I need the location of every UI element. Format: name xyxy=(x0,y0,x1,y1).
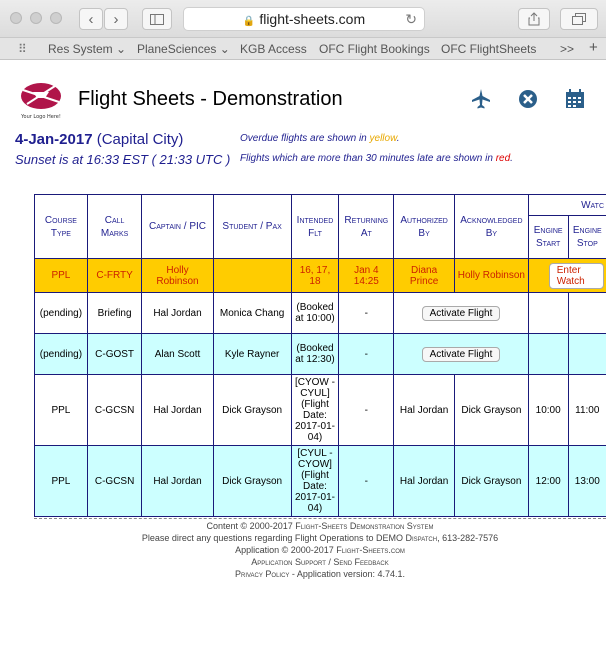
svg-text:Your Logo Here!: Your Logo Here! xyxy=(21,114,61,120)
cell-course: (pending) xyxy=(35,334,88,375)
cell-call: C-GCSN xyxy=(87,446,142,517)
cell-returning: - xyxy=(339,293,394,334)
cell-call: C-FRTY xyxy=(87,259,142,293)
cell-engine-stop: 13:00 xyxy=(568,446,606,517)
share-icon xyxy=(528,12,540,26)
flights-table xyxy=(34,194,606,517)
table-row xyxy=(35,334,606,375)
company-logo xyxy=(15,75,67,121)
location: (Capital City) xyxy=(96,131,184,148)
cell-call: C-GCSN xyxy=(87,375,142,446)
url-text: flight-sheets.com xyxy=(259,11,366,27)
cell-acknowledged: Dick Grayson xyxy=(454,446,528,517)
bookmark-ofc-flightsheets[interactable]: OFC FlightSheets xyxy=(441,42,537,56)
back-button[interactable]: ‹ xyxy=(79,8,103,30)
cell-student: Monica Chang xyxy=(213,293,291,334)
header-intended-flight: Intended Flt xyxy=(291,195,339,259)
cell-course: PPL xyxy=(35,259,88,293)
airplane-icon[interactable] xyxy=(470,88,492,110)
cell-acknowledged: Dick Grayson xyxy=(454,375,528,446)
cell-engine-start: 10:00 xyxy=(528,375,568,446)
cell-returning: Jan 4 14:25 xyxy=(339,259,394,293)
cell-engine-start: 12:00 xyxy=(528,446,568,517)
minimize-window-button[interactable] xyxy=(30,12,42,24)
cell-authorized: Hal Jordan xyxy=(394,375,455,446)
sidebar-icon xyxy=(150,14,164,25)
activate-flight-button[interactable]: Activate Flight xyxy=(422,306,501,321)
reload-icon[interactable]: ↻ xyxy=(405,11,417,27)
table-row xyxy=(35,293,606,334)
cell-intended: (Booked at 10:00) xyxy=(291,293,339,334)
cell-student: Dick Grayson xyxy=(213,446,291,517)
header-authorized-by: Authorized By xyxy=(394,195,455,259)
cell-course: (pending) xyxy=(35,293,88,334)
address-bar[interactable] xyxy=(183,7,425,31)
cell-activate-action xyxy=(394,293,529,334)
cell-call: C-GOST xyxy=(87,334,142,375)
cell-engine-stop: 11:00 xyxy=(568,375,606,446)
footer-divider xyxy=(34,518,606,519)
footer-privacy: Privacy Policy - Application version: 4.74.1. xyxy=(235,569,405,579)
header-captain: Captain / PIC xyxy=(142,195,213,259)
bookmark-ofc-flight-bookings[interactable]: OFC Flight Bookings xyxy=(319,42,430,56)
calendar-icon[interactable] xyxy=(564,88,586,110)
bookmark-planesciences[interactable]: PlaneSciences ⌄ xyxy=(137,42,230,56)
late-legend: Flights which are more than 30 minutes late are shown in red. xyxy=(240,153,513,164)
cell-engine-stop xyxy=(568,334,606,375)
bookmark-kgb-access[interactable]: KGB Access xyxy=(240,42,307,56)
forward-button[interactable]: › xyxy=(104,8,128,30)
privacy-policy-link[interactable]: Privacy Policy xyxy=(235,569,290,579)
page-title: Flight Sheets - Demonstration xyxy=(78,88,343,110)
cell-student: Kyle Rayner xyxy=(213,334,291,375)
cell-intended: [CYUL - CYOW] (Flight Date: 2017-01-04) xyxy=(291,446,339,517)
sidebar-toggle-button[interactable] xyxy=(142,8,172,30)
cell-student: Dick Grayson xyxy=(213,375,291,446)
bookmark-overflow[interactable]: >> xyxy=(560,42,575,56)
cell-captain: Alan Scott xyxy=(142,334,213,375)
cell-intended: 16, 17, 18 xyxy=(291,259,339,293)
browser-toolbar xyxy=(0,0,606,38)
footer-contact: Please direct any questions regarding Flight Operations to DEMO Dispatch, 613-282-7576 xyxy=(141,533,499,543)
cell-watch-action xyxy=(528,259,606,293)
cell-acknowledged: Holly Robinson xyxy=(454,259,528,293)
new-tab-button[interactable]: + xyxy=(589,39,598,56)
header-engine-start: Engine Start xyxy=(528,216,568,259)
header-engine-stop: Engine Stop xyxy=(568,216,606,259)
cell-student xyxy=(213,259,291,293)
current-date: 4-Jan-2017 xyxy=(15,131,93,148)
date-heading xyxy=(15,131,183,148)
tabs-button[interactable] xyxy=(560,8,598,30)
sunset-info: Sunset is at 16:33 EST ( 21:33 UTC ) xyxy=(15,152,231,167)
send-feedback-link[interactable]: Send Feedback xyxy=(333,557,389,567)
application-support-link[interactable]: Application Support xyxy=(251,557,326,567)
cell-engine-start xyxy=(528,334,568,375)
close-window-button[interactable] xyxy=(10,12,22,24)
cell-intended: [CYOW - CYUL] (Flight Date: 2017-01-04) xyxy=(291,375,339,446)
cell-course: PPL xyxy=(35,375,88,446)
header-course-type: Course Type xyxy=(35,195,88,259)
enter-watch-button[interactable]: Enter Watch xyxy=(549,263,604,289)
tabs-icon xyxy=(572,13,586,25)
table-row xyxy=(35,375,606,446)
cell-authorized: Diana Prince xyxy=(394,259,455,293)
bookmark-res-system[interactable]: Res System ⌄ xyxy=(48,42,127,56)
footer xyxy=(34,520,606,580)
cell-authorized: Hal Jordan xyxy=(394,446,455,517)
table-row xyxy=(35,259,606,293)
table-row xyxy=(35,446,606,517)
header-watch: Watc xyxy=(528,195,606,216)
cell-course: PPL xyxy=(35,446,88,517)
share-button[interactable] xyxy=(518,8,550,30)
cell-engine-start xyxy=(528,293,568,334)
activate-flight-button[interactable]: Activate Flight xyxy=(422,347,501,362)
header-returning-at: Returning At xyxy=(339,195,394,259)
zoom-window-button[interactable] xyxy=(50,12,62,24)
cell-intended: (Booked at 12:30) xyxy=(291,334,339,375)
cell-captain: Hal Jordan xyxy=(142,293,213,334)
cell-returning: - xyxy=(339,334,394,375)
footer-app-copyright: Application © 2000-2017 Flight-Sheets.com xyxy=(235,545,405,555)
cell-captain: Holly Robinson xyxy=(142,259,213,293)
cell-returning: - xyxy=(339,375,394,446)
cell-activate-action xyxy=(394,334,529,375)
cell-captain: Hal Jordan xyxy=(142,446,213,517)
overdue-legend: Overdue flights are shown in yellow. xyxy=(240,133,400,144)
header-acknowledged-by: Acknowledged By xyxy=(454,195,528,259)
grid-icon[interactable]: ⠿ xyxy=(18,42,27,56)
footer-copyright: Content © 2000-2017 Flight-Sheets Demonstration System xyxy=(206,521,434,531)
lock-icon: 🔒 xyxy=(242,16,256,27)
cell-captain: Hal Jordan xyxy=(142,375,213,446)
header-student: Student / Pax xyxy=(213,195,291,259)
bookmarks-bar xyxy=(0,38,606,60)
close-circle-icon[interactable] xyxy=(517,88,539,110)
cell-call: Briefing xyxy=(87,293,142,334)
footer-support-links: Application Support / Send Feedback xyxy=(251,557,389,567)
header-call-marks: Call Marks xyxy=(87,195,142,259)
cell-returning: - xyxy=(339,446,394,517)
cell-engine-stop xyxy=(568,293,606,334)
